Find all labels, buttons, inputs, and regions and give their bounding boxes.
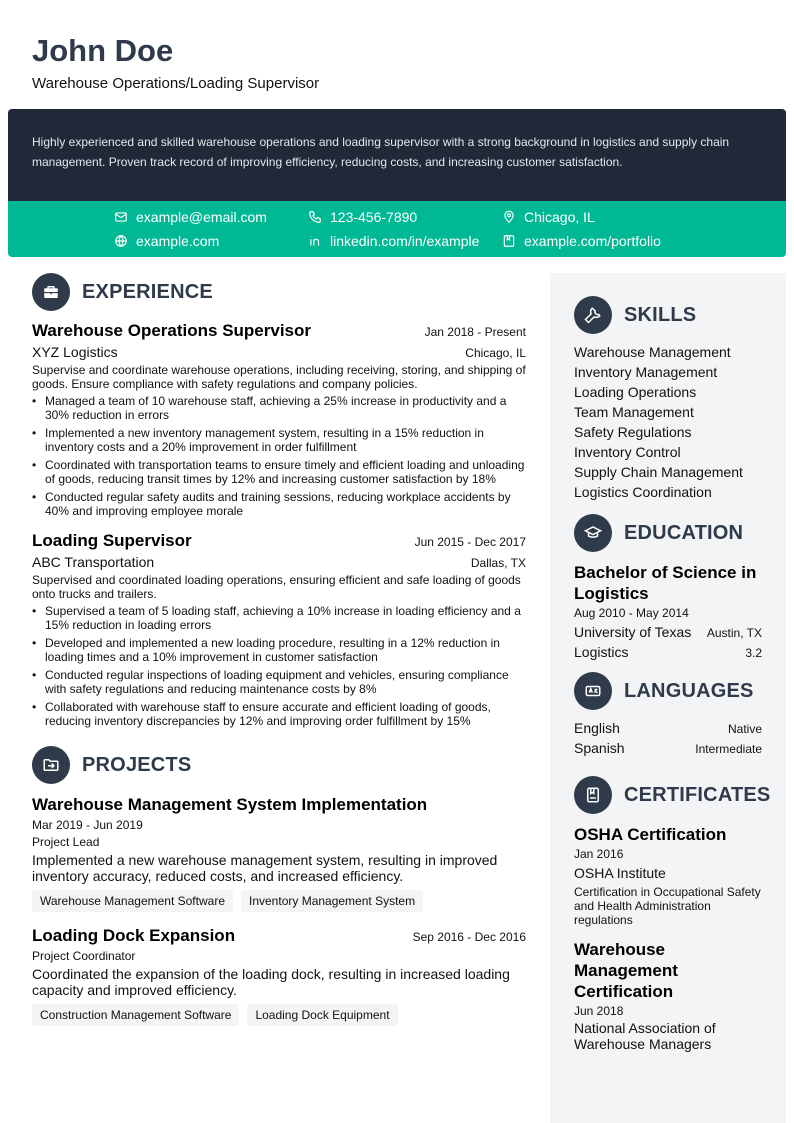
project-description: Coordinated the expansion of the loading dock, resulting in increased loading capacity and improved efficiency.	[32, 966, 510, 998]
contact-website[interactable]	[114, 233, 219, 249]
certificate-issuer: OSHA Institute	[574, 865, 666, 881]
contact-phone-text: 123-456-7890	[330, 209, 418, 225]
contact-portfolio-text: example.com/portfolio	[524, 233, 661, 249]
certificate-issuer: National Association of Warehouse Managers	[574, 1020, 716, 1052]
project-role: Project Coordinator	[32, 949, 136, 963]
education-dates: Aug 2010 - May 2014	[574, 606, 689, 620]
languages-list	[574, 718, 762, 758]
folder-icon	[32, 746, 70, 784]
wrench-icon	[574, 296, 612, 334]
skill-item: Warehouse Management	[574, 344, 731, 360]
certificate-name: Warehouse Management Certification	[574, 940, 678, 1001]
experience-heading	[32, 273, 526, 311]
projects-heading	[32, 746, 526, 784]
job-dates: Jun 2015 - Dec 2017	[414, 535, 526, 549]
achievement: • Collaborated with warehouse staff to ensure accurate and efficient loading of goods, reducing inventory discrepancies by 12% and improving order fulfillment by 15%	[32, 700, 526, 728]
contact-phone[interactable]	[308, 209, 417, 225]
education-gpa: 3.2	[745, 646, 762, 660]
achievement: • Supervised a team of 5 loading staff, achieving a 10% increase in loading efficiency and a 15% reduction in loading errors	[32, 604, 526, 632]
certificate-name: OSHA Certification	[574, 825, 727, 844]
language-level: Intermediate	[695, 742, 762, 756]
briefcase-icon	[32, 273, 70, 311]
contact-portfolio[interactable]	[502, 233, 661, 249]
contact-bar	[8, 201, 786, 257]
project-title: Loading Dock Expansion	[32, 926, 236, 945]
certificate-date: Jun 2018	[574, 1004, 624, 1018]
translate-icon	[574, 672, 612, 710]
experience-item	[32, 531, 526, 728]
job-description: Supervised and coordinated loading operations, ensuring efficient and safe loading of goods onto trucks and trailers.	[32, 573, 521, 601]
job-company: XYZ Logistics	[32, 344, 118, 360]
contact-location	[502, 209, 595, 225]
education-location: Austin, TX	[706, 626, 762, 640]
languages-heading	[574, 672, 762, 710]
skill-item: Inventory Management	[574, 364, 718, 380]
portfolio-icon	[502, 234, 516, 248]
main-column	[32, 273, 526, 1026]
contact-email[interactable]	[114, 209, 267, 225]
skill-item: Supply Chain Management	[574, 464, 743, 480]
achievement: • Conducted regular safety audits and training sessions, reducing workplace accidents by 40% and improving employee morale	[32, 490, 526, 518]
project-tag: Warehouse Management Software	[32, 890, 233, 912]
contact-location-text: Chicago, IL	[524, 209, 595, 225]
project-dates: Mar 2019 - Jun 2019	[32, 818, 143, 832]
language-item	[574, 718, 762, 738]
skills-title: SKILLS	[624, 303, 697, 326]
skill-item: Loading Operations	[574, 384, 697, 400]
graduation-cap-icon	[574, 514, 612, 552]
project-item	[32, 795, 526, 912]
contact-website-text: example.com	[136, 233, 220, 249]
contact-linkedin-text: linkedin.com/in/example	[330, 233, 480, 249]
globe-icon	[114, 234, 128, 248]
project-tag: Inventory Management System	[241, 890, 423, 912]
education-title: EDUCATION	[624, 521, 744, 544]
achievement: • Coordinated with transportation teams to ensure timely and efficient loading and unloading of goods, reducing transit times by 12% and increasing customer satisfaction by 18%	[32, 458, 526, 486]
job-location: Dallas, TX	[470, 556, 526, 570]
candidate-title: Warehouse Operations/Loading Supervisor	[32, 75, 320, 92]
summary-box	[8, 109, 786, 201]
project-role: Project Lead	[32, 835, 100, 849]
project-title: Warehouse Management System Implementation	[32, 795, 428, 814]
sidebar-column	[574, 296, 771, 1052]
location-pin-icon	[502, 210, 516, 224]
education-field: Logistics	[574, 644, 629, 660]
language-item	[574, 738, 762, 758]
skill-item: Safety Regulations	[574, 424, 692, 440]
project-item	[32, 926, 526, 1026]
projects-title: PROJECTS	[82, 753, 192, 776]
experience-title: EXPERIENCE	[82, 280, 213, 303]
job-company: ABC Transportation	[32, 554, 155, 570]
contact-email-text: example@email.com	[136, 209, 267, 225]
job-location: Chicago, IL	[465, 346, 526, 360]
email-icon	[114, 210, 128, 224]
achievement: • Implemented a new inventory management system, resulting in a 15% reduction in inventory costs and a 20% improvement in order fulfillment	[32, 426, 526, 454]
certificate-book-icon	[574, 776, 612, 814]
summary-text: Highly experienced and skilled warehouse operations and loading supervisor with a strong background in logistics and supply chain management. Proven track record of improving efficiency, reducing costs, and increasing customer satisfaction.	[32, 135, 730, 169]
project-description: Implemented a new warehouse management system, resulting in improved inventory accuracy, reduced costs, and increased efficiency.	[32, 852, 498, 884]
project-tag: Construction Management Software	[32, 1004, 239, 1026]
certificate-description: Certification in Occupational Safety and Health Administration regulations	[574, 885, 761, 927]
education-degree: Bachelor of Science in Logistics	[574, 563, 757, 603]
project-tags	[32, 890, 526, 912]
skills-heading	[574, 296, 762, 334]
certificate-item	[574, 824, 762, 927]
contact-linkedin[interactable]	[308, 233, 479, 249]
skill-item: Inventory Control	[574, 444, 681, 460]
phone-icon	[308, 210, 322, 224]
job-description: Supervise and coordinate warehouse operations, including receiving, storing, and shipping of goods. Ensure compliance with safety regulations and company policies.	[32, 363, 526, 391]
project-tag: Loading Dock Equipment	[247, 1004, 397, 1026]
languages-title: LANGUAGES	[624, 679, 754, 702]
skill-item: Team Management	[574, 404, 694, 420]
education-school: University of Texas	[574, 624, 692, 640]
project-dates: Sep 2016 - Dec 2016	[412, 930, 526, 944]
job-title: Warehouse Operations Supervisor	[32, 321, 311, 340]
experience-item	[32, 321, 526, 518]
education-item	[574, 562, 762, 662]
skill-item: Logistics Coordination	[574, 484, 712, 500]
certificate-item	[574, 939, 762, 1052]
linkedin-icon	[308, 234, 322, 248]
project-tags	[32, 1004, 526, 1026]
job-achievements	[32, 394, 526, 518]
certificates-title: CERTIFICATES	[624, 783, 771, 806]
language-name: Spanish	[574, 740, 625, 756]
education-heading	[574, 514, 762, 552]
certificates-heading	[574, 776, 771, 814]
certificate-date: Jan 2016	[574, 847, 624, 861]
skills-list	[574, 342, 762, 502]
achievement: • Developed and implemented a new loading procedure, resulting in a 12% reduction in loading times and a 10% improvement in customer satisfaction	[32, 636, 526, 664]
language-level: Native	[727, 722, 762, 736]
language-name: English	[574, 720, 620, 736]
achievement: • Conducted regular inspections of loading equipment and vehicles, ensuring compliance with safety regulations and reducing maintenance costs by 8%	[32, 668, 526, 696]
achievement: • Managed a team of 10 warehouse staff, achieving a 25% increase in productivity and a 30% reduction in errors	[32, 394, 526, 422]
job-title: Loading Supervisor	[32, 531, 192, 550]
resume-header	[32, 33, 319, 92]
job-achievements	[32, 604, 526, 728]
candidate-name: John Doe	[32, 33, 174, 68]
job-dates: Jan 2018 - Present	[424, 325, 526, 339]
